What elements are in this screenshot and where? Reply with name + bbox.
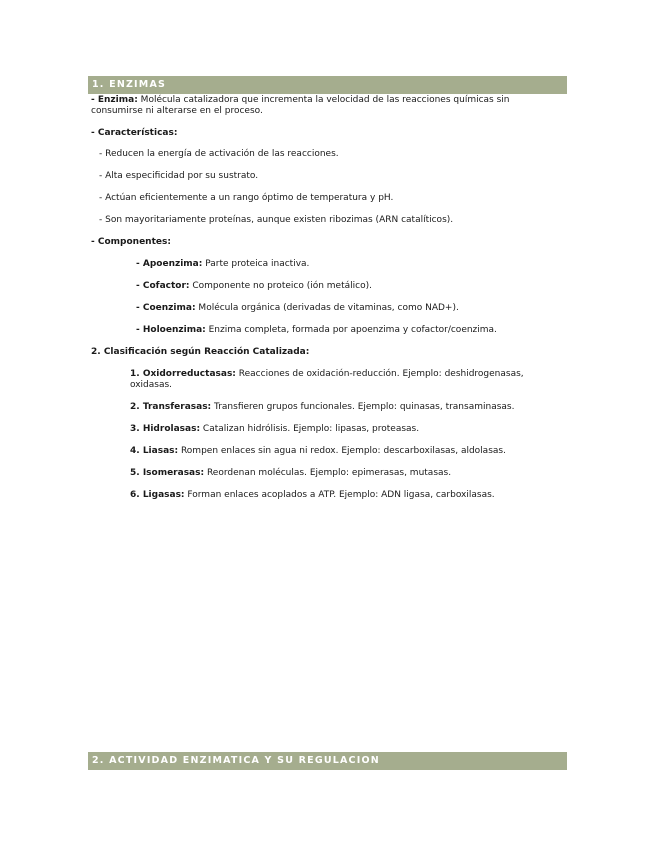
class-oxidorreductasas: 1. Oxidorreductasas: Reacciones de oxidación-reducción. Ejemplo: deshidrogenasas, oxidasas. <box>130 369 524 390</box>
list-item: - Son mayoritariamente proteínas, aunque existen ribozimas (ARN catalíticos). <box>99 215 454 225</box>
section-1-header: 1. ENZIMAS <box>88 76 567 94</box>
classification-heading: 2. Clasificación según Reacción Catalizada: <box>91 347 310 357</box>
definition-text: Molécula catalizadora que incrementa la velocidad de las reacciones químicas sin consumirse ni alterarse en el proceso. <box>91 95 510 116</box>
section-2-header: 2. ACTIVIDAD ENZIMATICA Y SU REGULACION <box>88 752 567 770</box>
class-hidrolasas: 3. Hidrolasas: Catalizan hidrólisis. Ejemplo: lipasas, proteasas. <box>130 424 420 434</box>
list-item: - Reducen la energía de activación de las reacciones. <box>99 149 339 159</box>
definition-term: Enzima: <box>97 95 138 105</box>
list-item: - Actúan eficientemente a un rango óptimo de temperatura y pH. <box>99 193 394 203</box>
components-heading: - Componentes: <box>91 237 171 247</box>
list-item: - Alta especificidad por su sustrato. <box>99 171 259 181</box>
class-isomerasas: 5. Isomerasas: Reordenan moléculas. Ejemplo: epimerasas, mutasas. <box>130 468 452 478</box>
component-coenzima: - Coenzima: Molécula orgánica (derivadas de vitaminas, como NAD+). <box>136 303 459 313</box>
component-holoenzima: - Holoenzima: Enzima completa, formada por apoenzima y cofactor/coenzima. <box>136 325 497 335</box>
enzyme-definition <box>91 95 556 117</box>
class-ligasas: 6. Ligasas: Forman enlaces acoplados a ATP. Ejemplo: ADN ligasa, carboxilasas. <box>130 490 495 500</box>
characteristics-heading: - Características: <box>91 128 178 138</box>
component-cofactor: - Cofactor: Componente no proteico (ión metálico). <box>136 281 372 291</box>
definition-dash: - <box>91 95 98 105</box>
class-liasas: 4. Liasas: Rompen enlaces sin agua ni redox. Ejemplo: descarboxilasas, aldolasas. <box>130 446 506 456</box>
class-transferasas: 2. Transferasas: Transfieren grupos funcionales. Ejemplo: quinasas, transaminasas. <box>130 402 515 412</box>
component-apoenzima: - Apoenzima: Parte proteica inactiva. <box>136 259 310 269</box>
